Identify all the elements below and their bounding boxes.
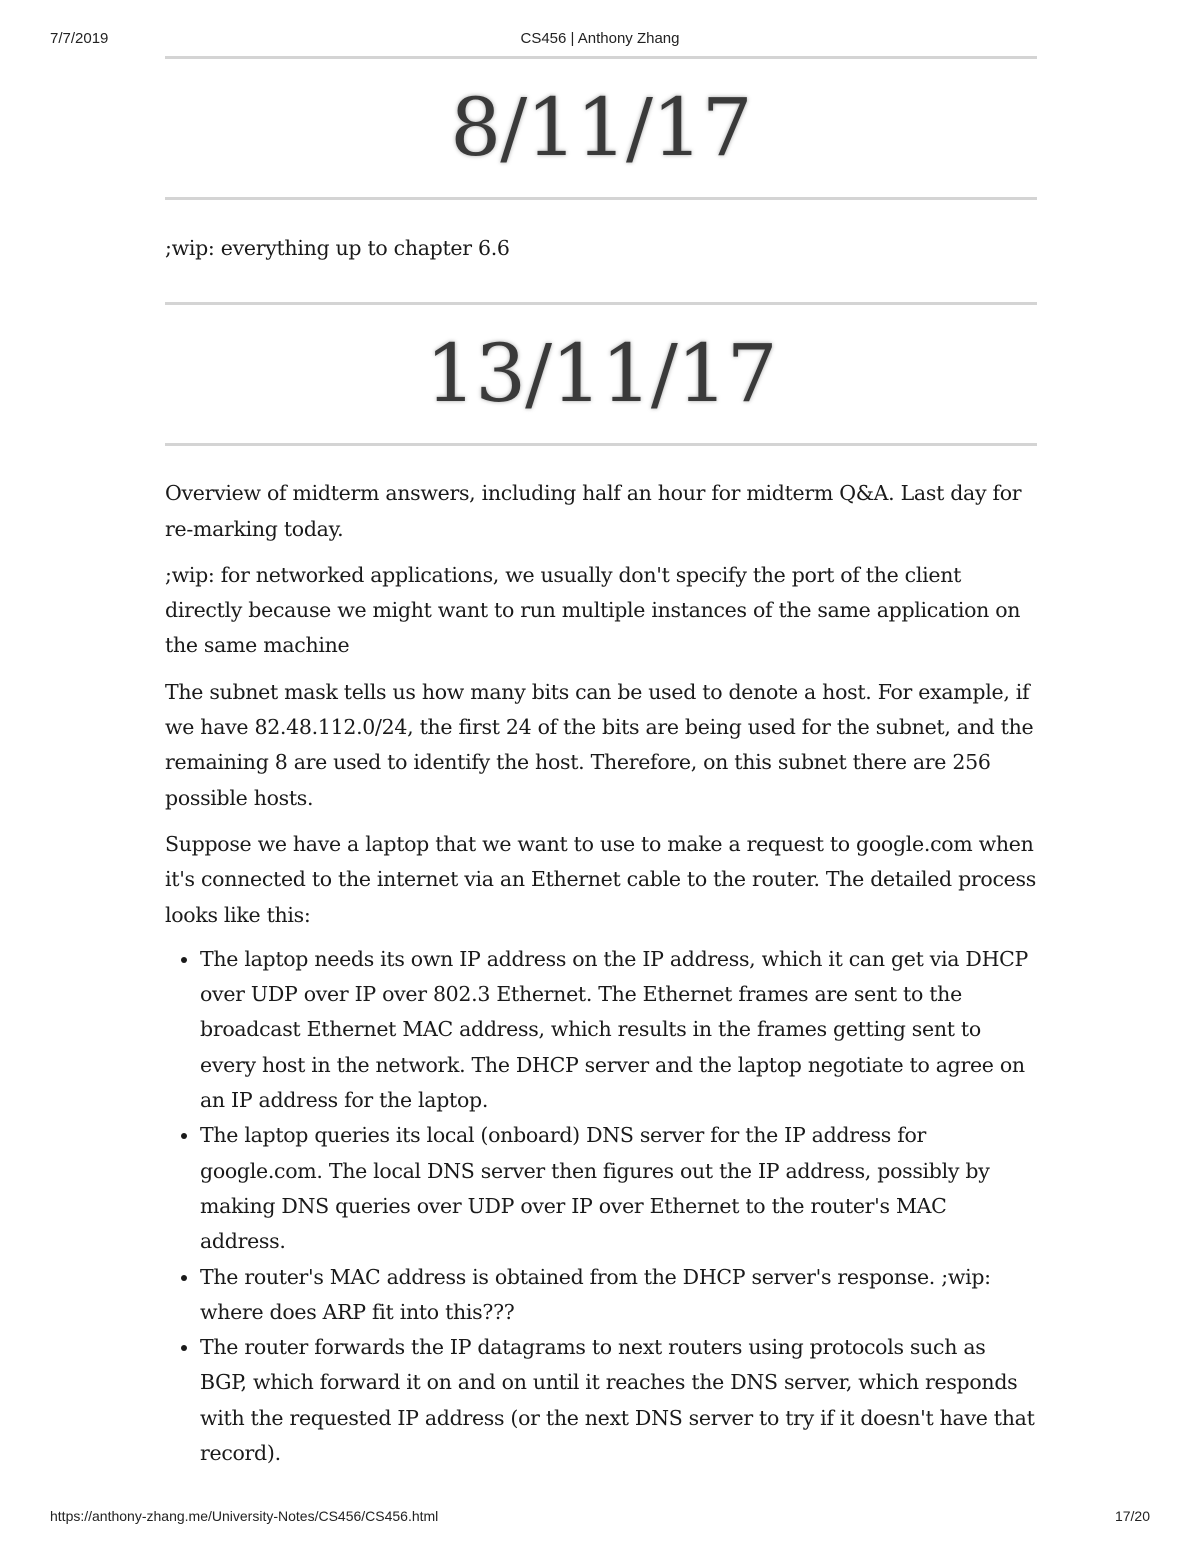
list-item: • The laptop needs its own IP address on the IP address, which it can get via DHCP over UDP over IP over 802.3 Ethernet. The Ethernet frames are sent to the broadcast Ethernet MAC address, which results in the frames getting sent to every host in the network. The DHCP server and the laptop negotiate to agree on an IP address for the laptop. xyxy=(200,942,1037,1118)
paragraph-subnet-mask: The subnet mask tells us how many bits can be used to denote a host. For example, if we have 82.48.112.0/24, the first 24 of the bits are being used for the subnet, and the remaining 8 are used to identify the host. Therefore, on this subnet there are 256 possible hosts. xyxy=(165,679,1034,810)
heading-rule-bottom xyxy=(165,197,1037,200)
print-footer xyxy=(50,1508,1150,1528)
process-steps-list xyxy=(165,942,1037,1471)
print-title: CS456 | Anthony Zhang xyxy=(520,30,680,47)
paragraph-laptop-request: Suppose we have a laptop that we want to use to make a request to google.com when it's connected to the internet via an Ethernet cable to the router. The detailed process looks like this: xyxy=(165,831,1036,927)
wip-note: ;wip: everything up to chapter 6.6 xyxy=(165,236,510,260)
list-item: • The laptop queries its local (onboard) DNS server for the IP address for google.com. The local DNS server then figures out the IP address, possibly by making DNS queries over UDP over IP over Ethernet to the router's MAC address. xyxy=(200,1118,1037,1259)
section-heading-8-11-17: 8/11/17 xyxy=(450,81,752,174)
heading-rule-bottom xyxy=(165,443,1037,446)
paragraph-wip-ports: ;wip: for networked applications, we usually don't specify the port of the client directly because we might want to run multiple instances of the same application on the same machine xyxy=(165,562,1021,658)
list-item: • The router's MAC address is obtained from the DHCP server's response. ;wip: where does ARP fit into this??? xyxy=(200,1260,1037,1331)
print-header xyxy=(50,30,1150,50)
section-heading-13-11-17: 13/11/17 xyxy=(425,327,777,421)
print-date: 7/7/2019 xyxy=(50,30,109,47)
list-item: • The router forwards the IP datagrams to next routers using protocols such as BGP, which forward it on and on until it reaches the DNS server, which responds with the requested IP address (or the next DNS server to try if it doesn't have that record). xyxy=(200,1330,1037,1471)
paragraph-midterm-overview: Overview of midterm answers, including half an hour for midterm Q&A. Last day for re-marking today. xyxy=(165,481,1022,541)
document-content xyxy=(165,56,1037,1471)
print-url: https://anthony-zhang.me/University-Notes/CS456/CS456.html xyxy=(50,1508,439,1524)
page-number: 17/20 xyxy=(1114,1508,1150,1524)
